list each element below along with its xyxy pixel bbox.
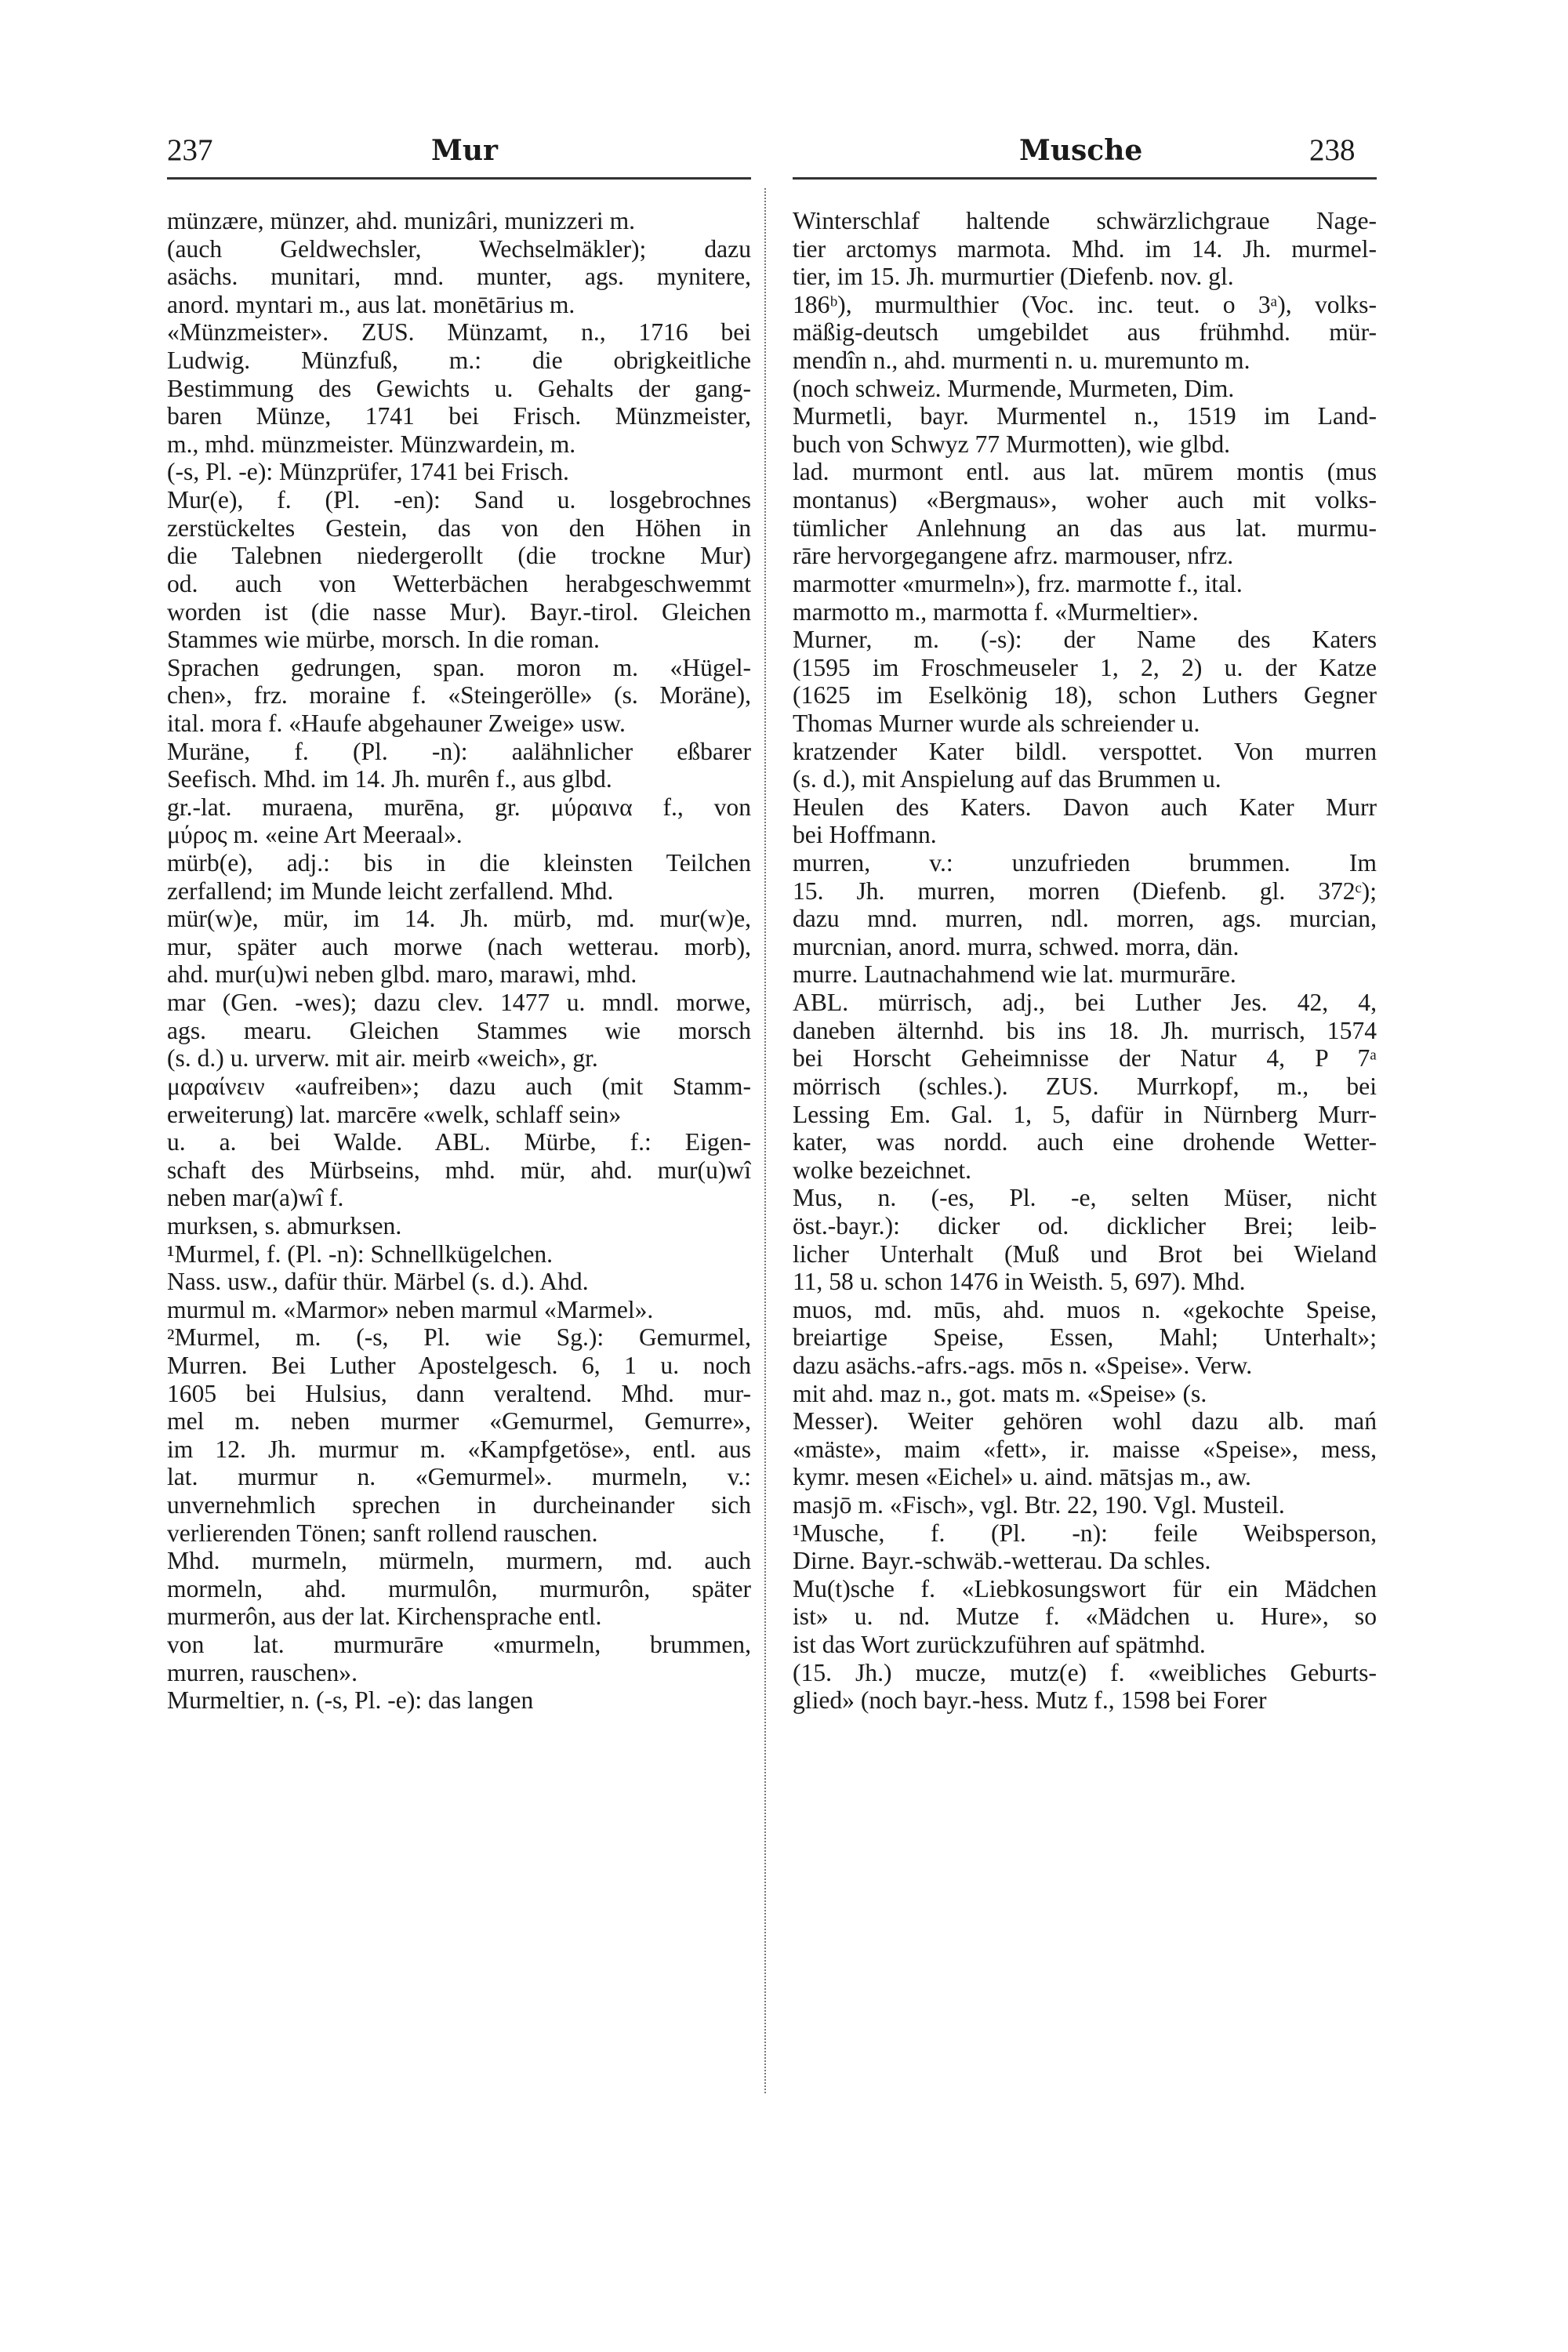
text-line: worden ist (die nasse Mur). Bayr.-tirol. Gleichen [167,597,751,626]
text-line: (s. d.) u. urverw. mit air. meirb «weich», gr. [167,1044,598,1073]
text-line: Ludwig. Münzfuß, m.: die obrigkeitliche [167,347,751,375]
text-line: Seefisch. Mhd. im 14. Jh. murên f., aus glbd. [167,765,612,793]
page-number-right: 238 [1309,133,1356,167]
text-line: Winterschlaf haltende schwärzlichgraue Nage- [793,207,1377,234]
text-line: tier, im 15. Jh. murmurtier (Diefenb. nov. gl. [793,263,1234,291]
text-line: Bestimmung des Gewichts u. Gehalts der gang- [167,374,751,402]
text-line: murre. Lautnachahmend wie lat. murmurāre. [793,960,1236,989]
text-line: Mus, n. (-es, Pl. -e, selten Müser, nicht [793,1184,1377,1212]
text-line: mäßig-deutsch umgebildet aus frühmhd. mür- [793,318,1377,347]
text-line: 1605 bei Hulsius, dann veraltend. Mhd. mur- [167,1379,751,1407]
text-line: od. auch von Wetterbächen herabgeschwemmt [167,569,751,597]
text-line: kater, was nordd. auch eine drohende Wetter- [793,1128,1377,1156]
text-line: licher Unterhalt (Muß und Brot bei Wieland [793,1240,1377,1268]
text-line: asächs. munitari, mnd. munter, ags. mynitere, [167,263,751,291]
text-line: Murmeltier, n. (-s, Pl. -e): das langen [167,1686,534,1715]
text-line: μαραίνειν «aufreiben»; dazu auch (mit Stamm- [167,1072,751,1100]
text-line: ist das Wort zurückzuführen auf spätmhd. [793,1631,1206,1659]
text-line: ¹Murmel, f. (Pl. -n): Schnellkügelchen. [167,1240,554,1268]
text-line: mürb(e), adj.: bis in die kleinsten Teilchen [167,849,751,877]
text-line: glied» (noch bayr.-hess. Mutz f., 1598 bei Forer [793,1686,1267,1715]
text-line: (1625 im Eselkönig 18), schon Luthers Gegner [793,681,1377,710]
text-line: zerfallend; im Munde leicht zerfallend. Mhd. [167,877,614,905]
text-line: baren Münze, 1741 bei Frisch. Münzmeister, [167,402,751,430]
text-line: rāre hervorgegangene afrz. marmouser, nfrz. [793,542,1234,570]
text-line: erweiterung) lat. marcēre «welk, schlaff sein» [167,1100,622,1128]
text-line: ist» u. nd. Mutze f. «Mädchen u. Hure», so [793,1602,1377,1631]
text-line: murmerôn, aus der lat. Kirchensprache entl. [167,1602,602,1631]
text-line: die Talebnen niedergerollt (die trockne Mur) [167,542,751,570]
text-line: Heulen des Katers. Davon auch Kater Murr [793,793,1377,821]
text-line: mar (Gen. -wes); dazu clev. 1477 u. mndl. morwe, [167,989,751,1017]
text-line: Mur(e), f. (Pl. -en): Sand u. losgebrochnes [167,486,751,514]
text-line: lat. murmur n. «Gemurmel». murmeln, v.: [167,1463,751,1491]
text-line: unvernehmlich sprechen in durcheinander sich [167,1491,751,1519]
text-line: im 12. Jh. murmur m. «Kampfgetöse», entl. aus [167,1435,751,1463]
right-column [793,207,1377,1715]
text-line: (-s, Pl. -e): Münzprüfer, 1741 bei Frisch. [167,458,569,486]
text-line: «Münzmeister». ZUS. Münzamt, n., 1716 bei [167,318,751,347]
text-line: lad. murmont entl. aus lat. mūrem montis (mus [793,458,1377,486]
text-line: mormeln, ahd. murmulôn, murmurôn, später [167,1574,751,1602]
text-line: (1595 im Froschmeuseler 1, 2, 2) u. der Katze [793,653,1377,681]
text-line: (s. d.), mit Anspielung auf das Brummen u. [793,765,1221,793]
text-line: marmotto m., marmotta f. «Murmeltier». [793,597,1199,626]
text-line: «mäste», maim «fett», ir. maisse «Speise», mess, [793,1435,1377,1463]
text-line: ²Murmel, m. (-s, Pl. wie Sg.): Gemurmel, [167,1323,751,1352]
text-line: (auch Geldwechsler, Wechselmäkler); dazu [167,234,751,263]
text-line: kratzender Kater bildl. verspottet. Von murren [793,737,1377,765]
text-line: murren, rauschen». [167,1658,358,1686]
text-line: Murner, m. (-s): der Name des Katers [793,626,1377,654]
text-line: bei Hoffmann. [793,821,937,849]
text-line: Messer). Weiter gehören wohl dazu alb. mań [793,1407,1377,1436]
text-line: Muräne, f. (Pl. -n): aalähnlicher eßbarer [167,737,751,765]
text-line: ital. mora f. «Haufe abgehauner Zweige» usw. [167,709,626,737]
text-line: ahd. mur(u)wi neben glbd. maro, marawi, mhd. [167,960,637,989]
text-line: murmul m. «Marmor» neben marmul «Marmel». [167,1295,654,1323]
text-line: wolke bezeichnet. [793,1156,972,1184]
text-line: Mhd. murmeln, mürmeln, murmern, md. auch [167,1547,751,1575]
text-line: u. a. bei Walde. ABL. Mürbe, f.: Eigen- [167,1128,751,1156]
text-line: ags. mearu. Gleichen Stammes wie morsch [167,1016,751,1044]
text-line: ¹Musche, f. (Pl. -n): feile Weibsperson, [793,1519,1377,1547]
text-line: masjō m. «Fisch», vgl. Btr. 22, 190. Vgl. Musteil. [793,1491,1285,1519]
text-line: daneben älternhd. bis ins 18. Jh. murrisch, 1574 [793,1016,1377,1044]
text-line: Sprachen gedrungen, span. moron m. «Hügel- [167,653,751,681]
text-line: mörrisch (schles.). ZUS. Murrkopf, m., bei [793,1072,1377,1100]
text-line: Stammes wie mürbe, morsch. In die roman. [167,626,600,654]
text-line: neben mar(a)wî f. [167,1184,344,1212]
text-line: m., mhd. münzmeister. Münzwardein, m. [167,430,576,458]
text-line: chen», frz. moraine f. «Steingerölle» (s. Moräne), [167,681,751,710]
text-line: verlierenden Tönen; sanft rollend rauschen. [167,1519,598,1547]
text-line: mendîn n., ahd. murmenti n. u. muremunto m. [793,347,1250,375]
text-line: Thomas Murner wurde als schreiender u. [793,709,1200,737]
text-line: Dirne. Bayr.-schwäb.-wetterau. Da schles. [793,1547,1211,1575]
text-line: Murmetli, bayr. Murmentel n., 1519 im Land- [793,402,1377,430]
text-line: 186ᵇ), murmulthier (Voc. inc. teut. o 3ᵃ), volks- [793,290,1377,318]
text-line: Nass. usw., dafür thür. Märbel (s. d.). Ahd. [167,1268,589,1296]
header-rule-right [793,177,1377,180]
text-line: buch von Schwyz 77 Murmotten), wie glbd. [793,430,1231,458]
text-line: münzære, münzer, ahd. munizâri, munizzeri m. [167,207,636,234]
text-line: murcnian, anord. murra, schwed. morra, dän. [793,932,1240,960]
text-line: tümlicher Anlehnung an das aus lat. murmu- [793,514,1377,542]
text-line: 15. Jh. murren, morren (Diefenb. gl. 372ᶜ); [793,877,1377,905]
text-line: mel m. neben murmer «Gemurmel, Gemurre», [167,1407,751,1436]
text-line: montanus) «Bergmaus», woher auch mit volks- [793,486,1377,514]
text-line: Mu(t)sche f. «Liebkosungswort für ein Mädchen [793,1574,1377,1602]
text-line: murren, v.: unzufrieden brummen. Im [793,849,1377,877]
text-line: dazu asächs.-afrs.-ags. mōs n. «Speise». Verw. [793,1351,1253,1379]
header-word-left: Mur [431,134,498,167]
text-line: murksen, s. abmurksen. [167,1211,402,1240]
text-line: ABL. mürrisch, adj., bei Luther Jes. 42, 4, [793,989,1377,1017]
text-line: (15. Jh.) mucze, mutz(e) f. «weibliches Geburts- [793,1658,1377,1686]
header-word-right: Musche [1019,134,1143,167]
column-divider [764,188,766,2093]
text-line: kymr. mesen «Eichel» u. aind. mātsjas m., aw. [793,1463,1251,1491]
text-line: bei Horscht Geheimnisse der Natur 4, P 7ᵃ [793,1044,1377,1073]
text-line: μύρος m. «eine Art Meeraal». [167,821,463,849]
text-line: mür(w)e, mür, im 14. Jh. mürb, md. mur(w)e, [167,905,751,933]
text-line: mur, später auch morwe (nach wetterau. morb), [167,932,751,960]
text-line: Lessing Em. Gal. 1, 5, dafür in Nürnberg Murr- [793,1100,1377,1128]
text-line: zerstückeltes Gestein, das von den Höhen in [167,514,751,542]
text-line: breiartige Speise, Essen, Mahl; Unterhalt»; [793,1323,1377,1352]
text-line: marmotter «murmeln»), frz. marmotte f., ital. [793,569,1243,597]
text-line: öst.-bayr.): dicker od. dicklicher Brei; leib- [793,1211,1377,1240]
header-rule-left [167,177,751,180]
text-line: mit ahd. maz n., got. mats m. «Speise» (s. [793,1379,1207,1407]
text-line: tier arctomys marmota. Mhd. im 14. Jh. murmel- [793,234,1377,263]
text-line: (noch schweiz. Murmende, Murmeten, Dim. [793,374,1235,402]
text-line: gr.-lat. muraena, murēna, gr. μύραινα f., von [167,793,751,821]
text-line: Murren. Bei Luther Apostelgesch. 6, 1 u. noch [167,1351,751,1379]
text-line: anord. myntari m., aus lat. monētārius m. [167,290,575,318]
text-line: von lat. murmurāre «murmeln, brummen, [167,1631,751,1659]
text-line: 11, 58 u. schon 1476 in Weisth. 5, 697). Mhd. [793,1268,1246,1296]
text-line: muos, md. mūs, ahd. muos n. «gekochte Speise, [793,1295,1377,1323]
text-line: schaft des Mürbseins, mhd. mür, ahd. mur(u)wî [167,1156,751,1184]
left-column [167,207,751,1715]
text-line: dazu mnd. murren, ndl. morren, ags. murcian, [793,905,1377,933]
page-number-left: 237 [167,133,213,167]
